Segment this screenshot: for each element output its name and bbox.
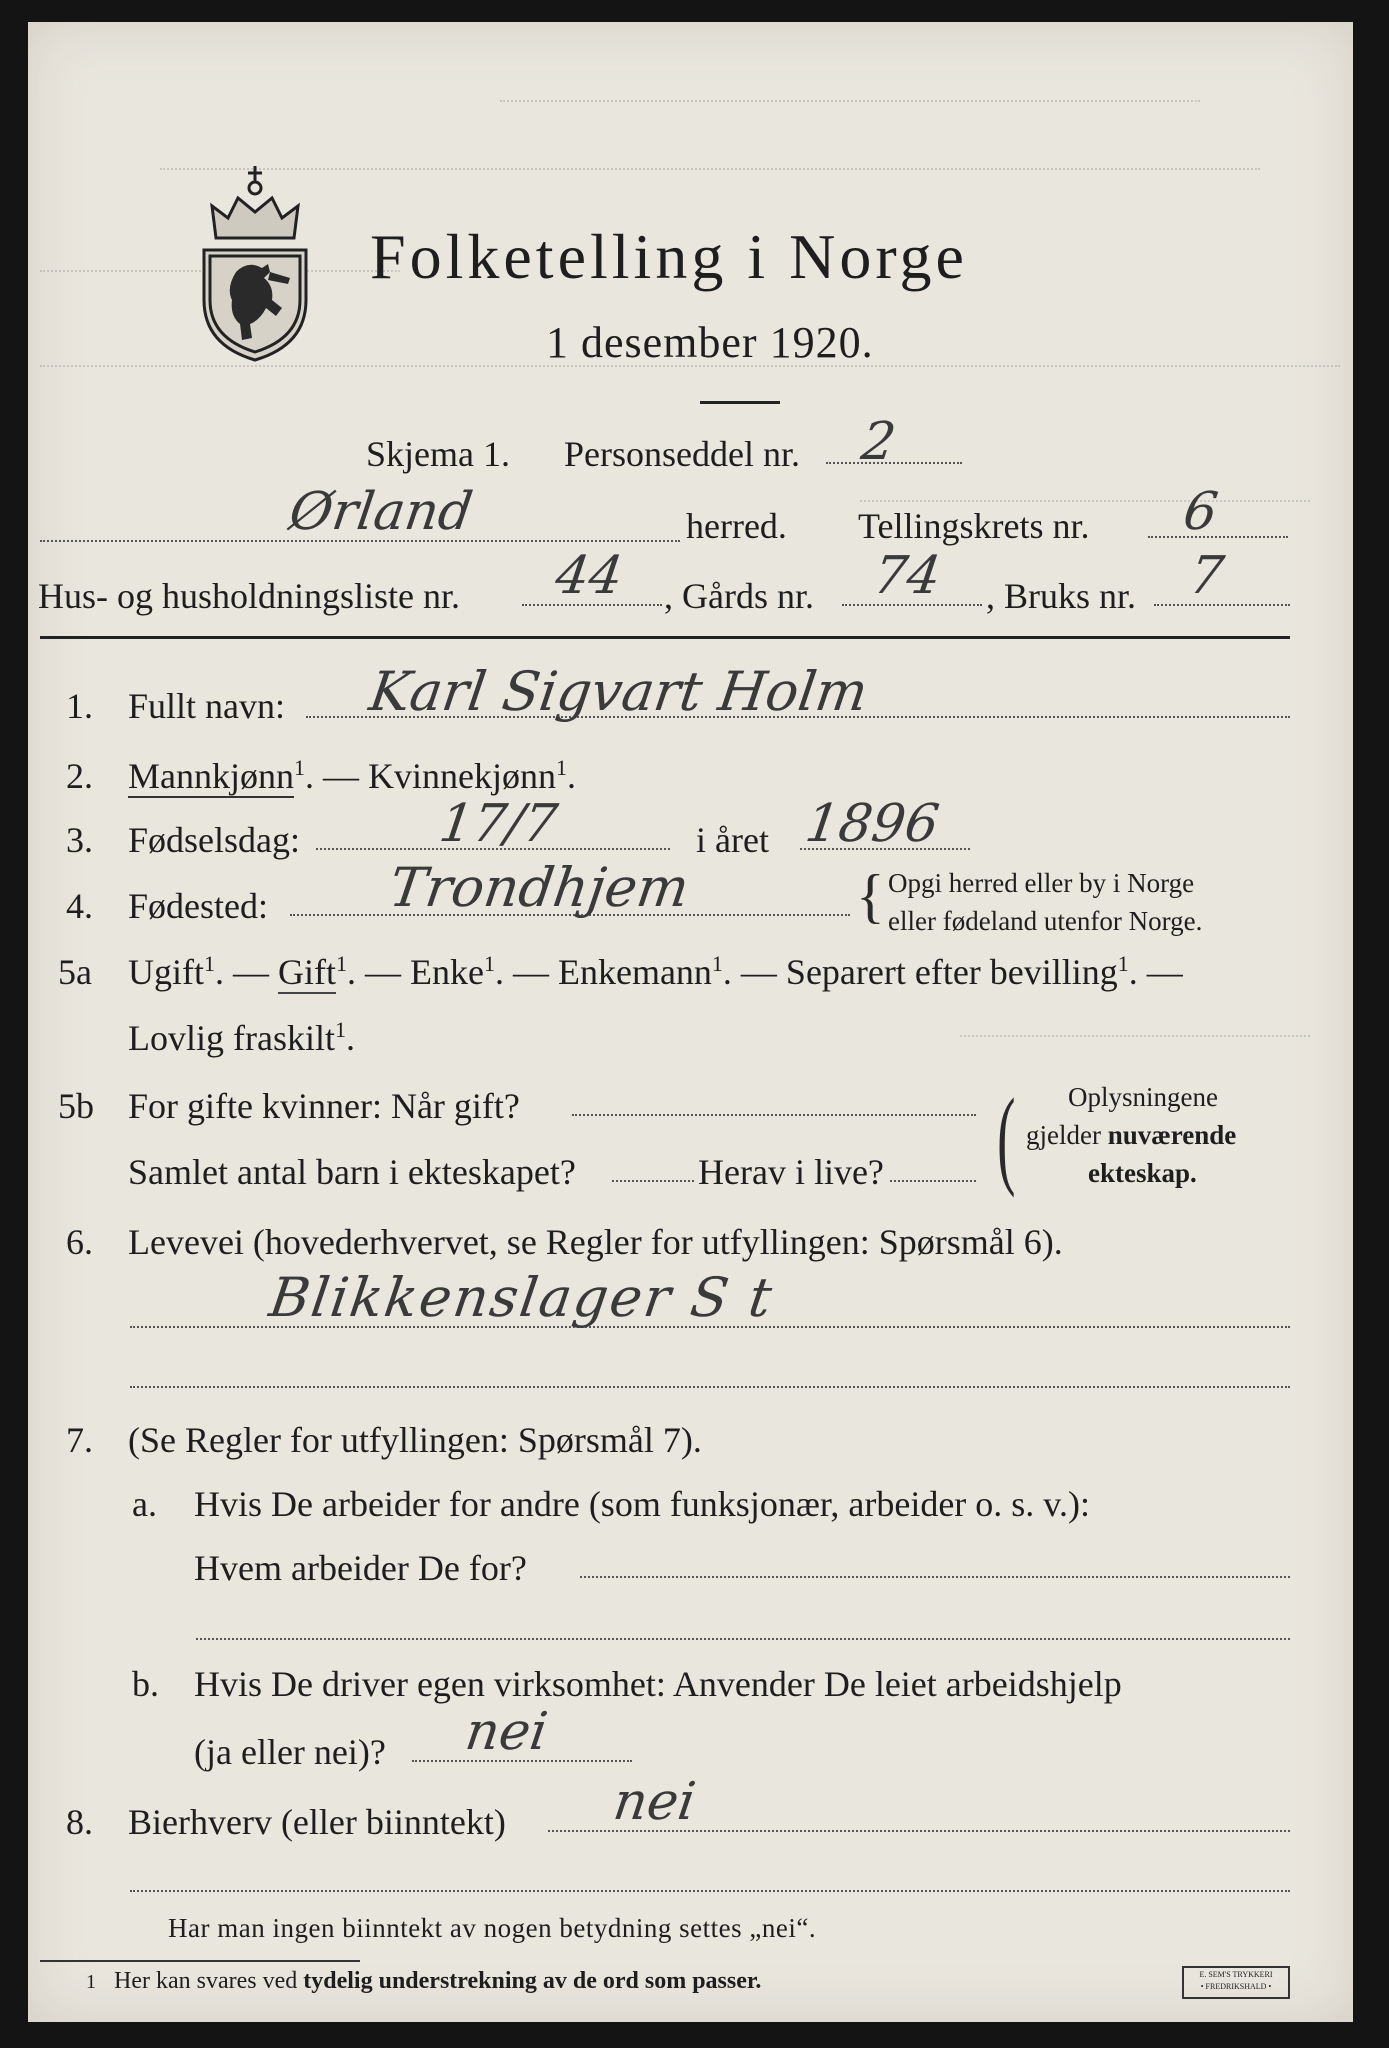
herred-label: herred. [686,506,787,546]
q4-label: Fødested: [128,886,268,926]
q5b-line2: Samlet antal barn i ekteskapet? [128,1152,576,1192]
q7-label: (Se Regler for utfyllingen: Spørsmål 7). [128,1420,702,1460]
personseddel-value: 2 [857,412,900,472]
marital-fraskilt-option[interactable]: Lovlig fraskilt [128,1018,335,1058]
q7-number: 7. [66,1420,93,1460]
q5b-note2: gjelder nuværende [1026,1120,1237,1150]
birth-year-value: 1896 [801,794,943,854]
bleed-through-line [160,168,1260,170]
hus-value: 44 [551,546,627,606]
printer-stamp-line1: E. SEM'S TRYKKERI [1199,1970,1273,1979]
q5b-line1: For gifte kvinner: Når gift? [128,1086,520,1126]
q1-number: 1. [66,686,93,726]
brace-icon: { [856,863,885,929]
printer-stamp [1182,1966,1290,1999]
footer-note: Har man ingen biinntekt av nogen betydning settes „nei“. [168,1913,817,1943]
form-title: Folketelling i Norge [370,221,968,292]
q5b-note3: ekteskap. [1088,1158,1197,1188]
gender-male-option[interactable]: Mannkjønn [128,756,294,796]
children-total-field-line[interactable] [612,1180,694,1182]
bruks-label: , Bruks nr. [986,576,1137,616]
header-separator [40,636,1290,639]
bleed-through-line [860,500,1310,502]
birthplace-note-line2: eller fødeland utenfor Norge. [888,906,1203,936]
q3-label: Fødselsdag: [128,820,301,860]
bleed-through-line [500,100,1200,102]
occupation-field-line-2[interactable] [130,1386,1290,1388]
herred-value: Ørland [285,482,477,542]
tellingskrets-field-line[interactable] [1148,536,1288,538]
hus-label: Hus- og husholdningsliste nr. [38,576,461,616]
marital-status-options: Ugift$^1$. — Gift$^1$. — Enke$^1$. — Enkemann$^1$. — Separert efter bevilling$^1$. — [128,951,1183,992]
printer-stamp-line2: • FREDRIKSHALD • [1200,1982,1272,1991]
skjema-label: Skjema 1. [366,434,510,474]
tellingskrets-label: Tellingskrets nr. [858,506,1090,546]
bracket-icon: ( [997,1076,1016,1198]
q5a-number: 5a [58,952,92,992]
employer-field-line-2[interactable] [196,1638,1290,1640]
q6-label: Levevei (hovederhvervet, se Regler for utfyllingen: Spørsmål 6). [128,1222,1063,1262]
married-when-field-line[interactable] [572,1114,976,1116]
q1-label: Fullt navn: [128,686,286,726]
census-date: 1 desember 1920. [546,318,874,367]
q7b-letter: b. [132,1664,159,1704]
marital-enke-option[interactable]: Enke [410,952,484,992]
q6-number: 6. [66,1222,93,1262]
title-divider [700,401,780,404]
tellingskrets-value: 6 [1179,482,1222,542]
q7a-line2: Hvem arbeider De for? [194,1548,527,1588]
q8-number: 8. [66,1802,93,1842]
marital-enkemann-option[interactable]: Enkemann [557,952,712,992]
footnote-text: Her kan svares ved tydelig understrekning av de ord som passer. [114,1968,762,1994]
bruks-value: 7 [1185,546,1228,606]
q7b-line1: Hvis De driver egen virksomhet: Anvender De leiet arbeidshjelp [194,1664,1122,1704]
q2-number: 2. [66,756,93,796]
hired-help-value: nei [461,1702,552,1762]
bruks-field-line[interactable] [1154,604,1290,606]
q4-number: 4. [66,886,93,926]
side-income-value: nei [609,1772,700,1832]
gender-female-option[interactable]: Kvinnekjønn [368,756,556,796]
year-label: i året [696,820,769,860]
birthplace-note-line1: Opgi herred eller by i Norge [888,868,1195,898]
marital-fraskilt-line: Lovlig fraskilt$^1$. [128,1017,355,1058]
occupation-value: Blikkenslager S t [265,1266,778,1329]
footnote-number: 1 [86,1971,96,1993]
footnote-separator [40,1960,360,1962]
q8-label: Bierhverv (eller biinntekt) [128,1802,506,1842]
q7a-line1: Hvis De arbeider for andre (som funksjonær, arbeider o. s. v.): [194,1484,1090,1524]
q7b-line2: (ja eller nei)? [194,1732,386,1772]
q7a-letter: a. [132,1484,157,1524]
personseddel-label: Personseddel nr. [564,434,800,474]
employer-field-line-1[interactable] [580,1576,1290,1578]
q5b-line2b: Herav i live? [698,1152,884,1192]
personseddel-field-line[interactable] [826,462,962,464]
marital-separert-option[interactable]: Separert efter bevilling [785,952,1118,992]
gards-label: , Gårds nr. [664,576,814,616]
gards-value: 74 [869,546,945,606]
birthplace-value: Trondhjem [385,856,693,919]
bleed-through-line [960,1035,1310,1037]
marital-ugift-option[interactable]: Ugift [128,952,204,992]
q5b-number: 5b [58,1086,94,1126]
side-income-field-line-2[interactable] [130,1890,1290,1892]
q3-number: 3. [66,820,93,860]
gender-options: Mannkjønn$^1$. — Kvinnekjønn$^1$. [128,755,576,796]
q5b-note1: Oplysningene [1068,1082,1218,1112]
full-name-value: Karl Sigvart Holm [365,660,872,723]
birthday-value: 17/7 [435,794,561,854]
marital-gift-option[interactable]: Gift [278,952,336,992]
norway-coat-of-arms-icon [196,160,314,365]
children-alive-field-line[interactable] [890,1180,976,1182]
